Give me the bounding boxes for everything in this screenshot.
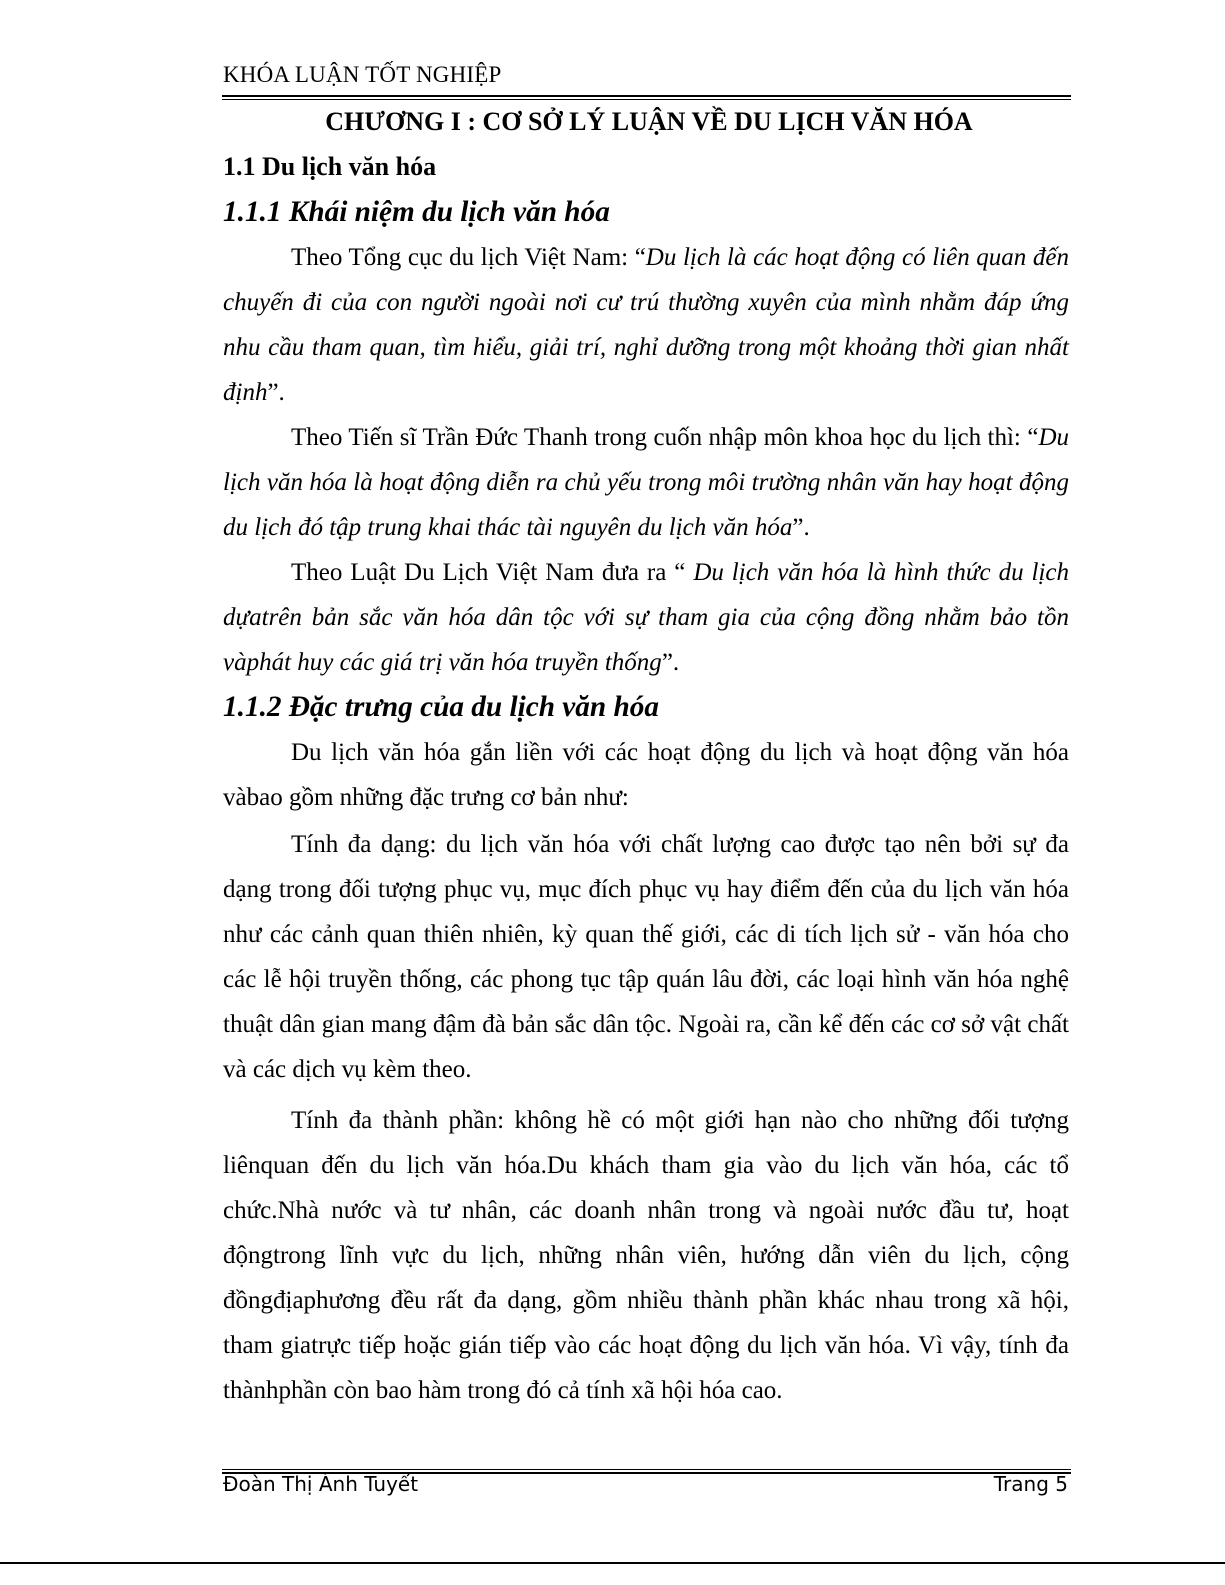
page-bottom-border	[0, 1562, 1225, 1564]
paragraph-quote: Du lịch văn hóa là hoạt động diễn ra chủ yếu trong môi trường nhân văn hay hoạt động du lịch đó tập trung khai thác tài nguyên du lịch văn hóa	[223, 424, 1069, 541]
paragraph-tail: ”.	[792, 514, 810, 541]
header-rule-thick	[222, 95, 1071, 97]
chapter-title: CHƯƠNG I : CƠ SỞ LÝ LUẬN VỀ DU LỊCH VĂN HÓA	[325, 107, 973, 136]
subsection-title-1: 1.1.1 Khái niệm du lịch văn hóa	[223, 196, 610, 228]
paragraph-characteristics-intro: Du lịch văn hóa gắn liền với các hoạt động du lịch và hoạt động văn hóa vàbao gồm những đặc trưng cơ bản như:	[223, 739, 1069, 811]
paragraph-lead: Theo Luật Du Lịch Việt Nam đưa ra “	[291, 559, 694, 586]
paragraph-lead: Theo Tiến sĩ Trần Đức Thanh trong cuốn nhập môn khoa học du lịch thì: “	[291, 424, 1039, 451]
footer-rule-thin	[222, 1469, 1071, 1470]
page-number: Trang 5	[993, 1472, 1068, 1496]
section-title: 1.1 Du lịch văn hóa	[223, 152, 437, 181]
paragraph-tail: ”.	[267, 379, 285, 406]
paragraph-diversity: Tính đa dạng: du lịch văn hóa với chất lượng cao được tạo nên bởi sự đa dạng trong đối tượng phục vụ, mục đích phục vụ hay điểm đến của du lịch văn hóa như các cảnh quan thiên nhiên, kỳ quan thế giới, các di tích lịch sử - văn hóa cho các lễ hội truyền thống, các phong tục tập quán lâu đời, các loại hình văn hóa nghệ thuật dân gian mang đậm đà bản sắc dân tộc. Ngoài ra, cần kể đến các cơ sở vật chất và các dịch vụ kèm theo.	[223, 831, 1069, 1083]
subsection-title-2: 1.1.2 Đặc trưng của du lịch văn hóa	[223, 691, 660, 723]
paragraph-quote: Du lịch là các hoạt động có liên quan đến chuyến đi của con người ngoài nơi cư trú thường xuyên của mình nhằm đáp ứng nhu cầu tham quan, tìm hiểu, giải trí, nghỉ dưỡng trong một khoảng thời gian nhất định	[223, 244, 1069, 406]
paragraph-definition-2	[223, 415, 1069, 550]
paragraph-tail: ”.	[661, 649, 680, 676]
footer-author: Đoàn Thị Ánh Tuyết	[223, 1472, 419, 1496]
paragraph-definition-1	[223, 235, 1069, 415]
page-body	[223, 100, 1069, 1413]
paragraph-lead: Theo Tổng cục du lịch Việt Nam: “	[291, 244, 646, 271]
paragraph-multi-component: Tính đa thành phần: không hề có một giới hạn nào cho những đối tượng liênquan đến du lịch văn hóa.Du khách tham gia vào du lịch văn hóa, các tổ chức.Nhà nước và tư nhân, các doanh nhân trong và ngoài nước đầu tư, hoạt độngtrong lĩnh vực du lịch, những nhân viên, hướng dẫn viên du lịch, cộng đồngđịaphương đều rất đa dạng, gồm nhiều thành phần khác nhau trong xã hội, tham giatrực tiếp hoặc gián tiếp vào các hoạt động du lịch văn hóa. Vì vậy, tính đa thànhphần còn bao hàm trong đó cả tính xã hội hóa cao.	[223, 1107, 1069, 1404]
paragraph-quote: Du lịch văn hóa là hình thức du lịch dựatrên bản sắc văn hóa dân tộc với sự tham gia của cộng đồng nhằm bảo tồn vàphát huy các giá trị văn hóa truyền thống	[223, 559, 1069, 676]
paragraph-definition-3	[223, 550, 1069, 685]
running-header: KHÓA LUẬN TỐT NGHIỆP	[223, 62, 502, 87]
